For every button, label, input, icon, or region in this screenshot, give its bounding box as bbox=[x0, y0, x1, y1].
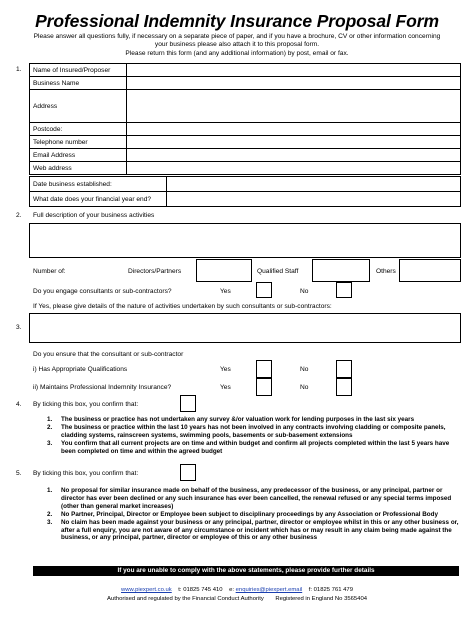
section4-statement-1: 1. The business or practice has not undertaken any survey &/or valuation work for lending purposes in the last six years bbox=[47, 416, 415, 423]
address-field[interactable] bbox=[127, 90, 461, 123]
section4-statements bbox=[47, 416, 461, 456]
intro-line-2: your business please also attach it to this proposal form. bbox=[154, 41, 320, 49]
section5-statements bbox=[47, 487, 461, 542]
section4-statement-3: 3. You confirm that all current projects are on time and within budget and confirm all projects completed within the last 5 years have been completed on time and within the agreed budget bbox=[47, 439, 450, 455]
section5-confirm-checkbox[interactable] bbox=[180, 464, 196, 481]
pi-insurance-yes-label: Yes bbox=[220, 384, 231, 391]
postcode-field[interactable] bbox=[127, 123, 461, 136]
section5-confirm-label: By ticking this box, you confirm that: bbox=[33, 470, 139, 477]
section4-confirm-checkbox[interactable] bbox=[180, 395, 196, 412]
intro-line-3: Please return this form (and any additional information) by post, email or fax. bbox=[125, 49, 349, 57]
business-dates-table bbox=[29, 176, 461, 207]
footer-telephone: t: 01825 745 410 bbox=[178, 587, 223, 593]
intro-text bbox=[12, 33, 462, 58]
qualifications-yes-label: Yes bbox=[220, 366, 231, 373]
qualified-staff-count-field[interactable] bbox=[312, 259, 370, 282]
label-financial-year-end: What date does your financial year end? bbox=[30, 192, 167, 207]
label-web-address: Web address bbox=[30, 162, 127, 175]
qualifications-no-checkbox[interactable] bbox=[336, 360, 352, 378]
label-email: Email Address bbox=[30, 149, 127, 162]
subcontractor-details-field[interactable] bbox=[29, 313, 461, 343]
footer-regulation-line bbox=[0, 596, 474, 602]
section-number-2: 2. bbox=[16, 212, 22, 219]
email-field[interactable] bbox=[127, 149, 461, 162]
date-established-field[interactable] bbox=[167, 177, 461, 192]
further-details-banner: If you are unable to comply with the above statements, please provide further details bbox=[33, 566, 459, 576]
qualifications-question: i) Has Appropriate Qualifications bbox=[33, 366, 128, 373]
directors-partners-label: Directors/Partners bbox=[128, 268, 182, 275]
label-insured-name: Name of Insured/Proposer bbox=[30, 64, 127, 77]
footer-authorised: Authorised and regulated by the Financial Conduct Authority bbox=[106, 596, 264, 602]
section5-statement-3: 3. No claim has been made against your business or any principal, partner, director or employee whilst in this or any other business or, after a full enquiry, you are not aware of any circumstance or incident which has or may result in any claim being made against the business, or any principal, partner, director or employee of this or any other business bbox=[47, 518, 459, 542]
pi-insurance-no-label: No bbox=[300, 384, 309, 391]
consultant-ensure-question: Do you ensure that the consultant or sub-contractor bbox=[33, 351, 184, 358]
section-number-4: 4. bbox=[16, 401, 22, 408]
pi-insurance-yes-checkbox[interactable] bbox=[256, 378, 272, 396]
label-date-established: Date business established: bbox=[30, 177, 167, 192]
intro-line-1: Please answer all questions fully, if necessary on a separate piece of paper, and if you have a brochure, CV or other information concerning bbox=[33, 33, 441, 40]
label-telephone: Telephone number bbox=[30, 136, 127, 149]
pi-insurance-question: ii) Maintains Professional Indemnity Insurance? bbox=[33, 384, 172, 391]
web-address-field[interactable] bbox=[127, 162, 461, 175]
telephone-field[interactable] bbox=[127, 136, 461, 149]
pi-insurance-no-checkbox[interactable] bbox=[336, 378, 352, 396]
section-number-3: 3. bbox=[16, 324, 22, 331]
subcontractors-question: Do you engage consultants or sub-contractors? bbox=[33, 288, 172, 295]
subcontractors-yes-label: Yes bbox=[220, 288, 231, 295]
section4-statement-2: 2. The business or practice within the last 10 years has not been involved in any contracts involving cladding or composite panels, cladding systems, rainscreen systems, swimming pools, basements or sub-basement extensions bbox=[47, 423, 446, 439]
section4-confirm-label: By ticking this box, you confirm that: bbox=[33, 401, 139, 408]
label-business-name: Business Name bbox=[30, 77, 127, 90]
section-number-5: 5. bbox=[16, 470, 22, 477]
section5-statement-2: 2. No Partner, Principal, Director or Employee been subject to disciplinary proceedings by any Association or Professional Body bbox=[47, 510, 438, 518]
number-of-label: Number of: bbox=[33, 268, 66, 275]
business-description-field[interactable] bbox=[29, 223, 461, 258]
footer-contact-line bbox=[0, 587, 474, 593]
others-count-field[interactable] bbox=[399, 259, 461, 282]
others-label: Others bbox=[376, 268, 396, 275]
footer-website-link[interactable]: www.piexpert.co.uk bbox=[121, 587, 172, 593]
section-number-1: 1. bbox=[16, 66, 22, 73]
directors-partners-count-field[interactable] bbox=[196, 259, 252, 282]
insured-name-field[interactable] bbox=[127, 64, 461, 77]
subcontractor-details-question: If Yes, please give details of the nature of activities undertaken by such consultants or sub-contractors: bbox=[33, 303, 332, 310]
subcontractors-no-checkbox[interactable] bbox=[336, 282, 352, 298]
label-address: Address bbox=[30, 90, 127, 123]
financial-year-end-field[interactable] bbox=[167, 192, 461, 207]
business-name-field[interactable] bbox=[127, 77, 461, 90]
form-title: Professional Indemnity Insurance Proposal Form bbox=[35, 11, 439, 31]
label-postcode: Postcode: bbox=[30, 123, 127, 136]
subcontractors-no-label: No bbox=[300, 288, 309, 295]
footer-email-link[interactable]: enquiries@piexpert.email bbox=[235, 587, 303, 593]
proposer-details-table bbox=[29, 63, 461, 175]
footer-registered: Registered in England No 3565404 bbox=[275, 596, 368, 602]
footer-email-prefix: e: bbox=[229, 587, 234, 593]
business-description-label: Full description of your business activities bbox=[33, 212, 155, 219]
section5-statement-1: 1. No proposal for similar insurance made on behalf of the business, any predecessor of the business, or any principal, partner or director has ever been declined or any such insurance has ever been cancelled, the renewal refused or any special terms imposed (other than general market increases) bbox=[47, 487, 452, 510]
qualifications-no-label: No bbox=[300, 366, 309, 373]
footer-fax: f: 01825 761 479 bbox=[308, 587, 353, 593]
qualifications-yes-checkbox[interactable] bbox=[256, 360, 272, 378]
qualified-staff-label: Qualified Staff bbox=[257, 268, 299, 275]
subcontractors-yes-checkbox[interactable] bbox=[256, 282, 272, 298]
